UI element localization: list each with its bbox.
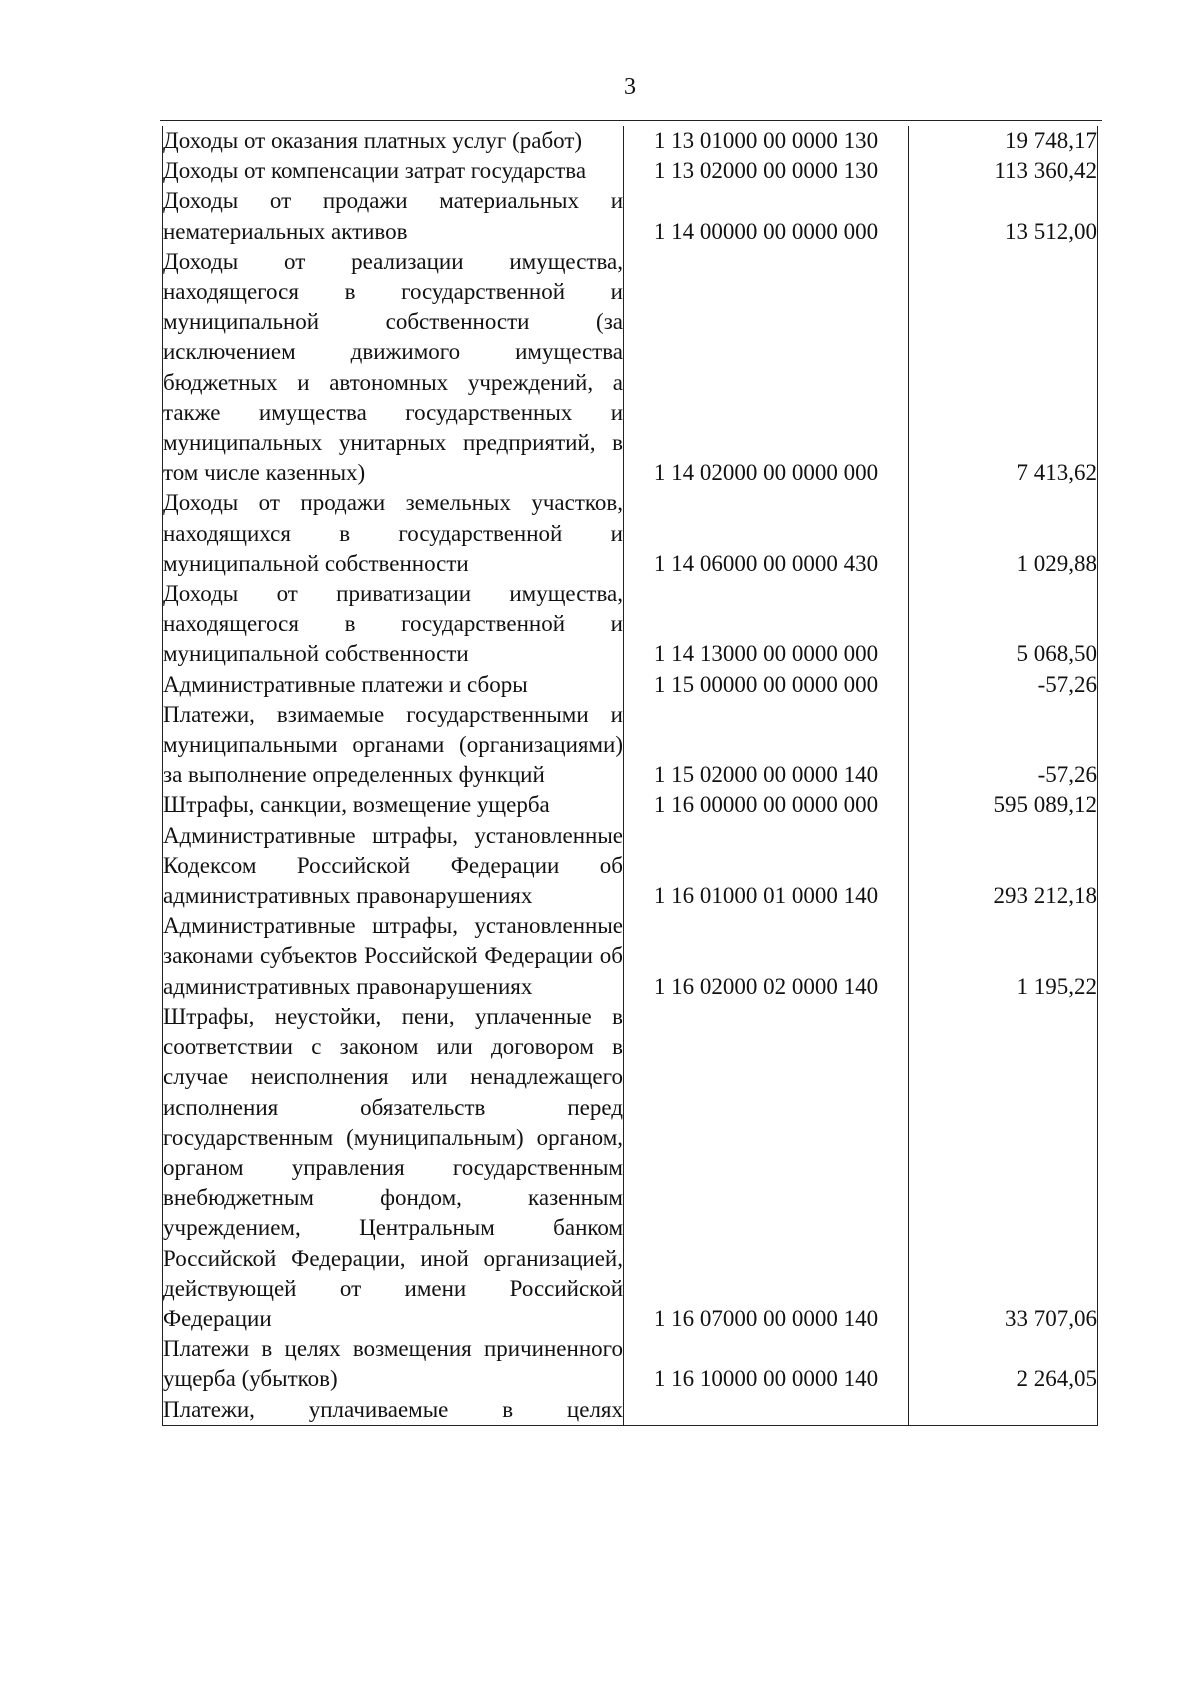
row-amount: 1 029,88 [909, 488, 1098, 579]
row-name: Доходы от приватизации имущества, находящегося в государственной и муниципальной собственности [163, 579, 624, 670]
row-amount: 595 089,12 [909, 790, 1098, 820]
row-code: 1 16 10000 00 0000 140 [624, 1334, 909, 1394]
revenue-table [162, 126, 1098, 1426]
table-row [163, 156, 1098, 186]
table-row [163, 670, 1098, 700]
row-amount: 1 195,22 [909, 911, 1098, 1002]
row-name: Доходы от продажи земельных участков, находящихся в государственной и муниципальной собственности [163, 488, 624, 579]
row-code: 1 13 01000 00 0000 130 [624, 126, 909, 156]
row-code: 1 14 02000 00 0000 000 [624, 247, 909, 489]
table-top-rule [160, 120, 1102, 121]
table-row [163, 1334, 1098, 1394]
row-name: Административные штрафы, установленные законами субъектов Российской Федерации об административных правонарушениях [163, 911, 624, 1002]
row-name: Штрафы, неустойки, пени, уплаченные в соответствии с законом или договором в случае неисполнения или ненадлежащего исполнения обязательств перед государственным (муниципальным) органом, органом управления государственным внебюджетным фондом, казенным учреждением, Центральным банком Российской Федерации, иной организацией, действующей от имени Российской Федерации [163, 1002, 624, 1334]
row-amount: 33 707,06 [909, 1002, 1098, 1334]
table-row [163, 700, 1098, 791]
row-name: Платежи, взимаемые государственными и муниципальными органами (организациями) за выполнение определенных функций [163, 700, 624, 791]
row-name: Административные штрафы, установленные Кодексом Российской Федерации об административных правонарушениях [163, 821, 624, 912]
row-amount: 13 512,00 [909, 186, 1098, 246]
row-code: 1 14 00000 00 0000 000 [624, 186, 909, 246]
row-amount: 113 360,42 [909, 156, 1098, 186]
row-code: 1 14 06000 00 0000 430 [624, 488, 909, 579]
row-amount: 2 264,05 [909, 1334, 1098, 1394]
row-name: Доходы от реализации имущества, находящегося в государственной и муниципальной собственности (за исключением движимого имущества бюджетных и автономных учреждений, а также имущества государственных и муниципальных унитарных предприятий, в том числе казенных) [163, 247, 624, 489]
row-code [624, 1395, 909, 1426]
table-row [163, 488, 1098, 579]
row-amount: -57,26 [909, 700, 1098, 791]
table-row [163, 247, 1098, 489]
table-row [163, 790, 1098, 820]
row-code: 1 16 07000 00 0000 140 [624, 1002, 909, 1334]
row-name: Доходы от оказания платных услуг (работ) [163, 126, 624, 156]
page-number: 3 [624, 74, 636, 100]
row-amount: 293 212,18 [909, 821, 1098, 912]
table-row [163, 911, 1098, 1002]
row-amount: 5 068,50 [909, 579, 1098, 670]
row-code: 1 16 01000 01 0000 140 [624, 821, 909, 912]
row-code: 1 15 00000 00 0000 000 [624, 670, 909, 700]
row-code: 1 16 02000 02 0000 140 [624, 911, 909, 1002]
row-name: Доходы от компенсации затрат государства [163, 156, 624, 186]
row-code: 1 13 02000 00 0000 130 [624, 156, 909, 186]
table-row [163, 1395, 1098, 1426]
row-amount: 19 748,17 [909, 126, 1098, 156]
table-row [163, 1002, 1098, 1334]
row-name: Штрафы, санкции, возмещение ущерба [163, 790, 624, 820]
table-row [163, 821, 1098, 912]
row-code: 1 16 00000 00 0000 000 [624, 790, 909, 820]
row-name: Доходы от продажи материальных и нематериальных активов [163, 186, 624, 246]
table-row [163, 186, 1098, 246]
row-name: Платежи в целях возмещения причиненного ущерба (убытков) [163, 1334, 624, 1394]
row-name: Административные платежи и сборы [163, 670, 624, 700]
row-amount [909, 1395, 1098, 1426]
row-name: Платежи, уплачиваемые в целях [163, 1395, 624, 1426]
row-amount: -57,26 [909, 670, 1098, 700]
table-row [163, 126, 1098, 156]
row-code: 1 14 13000 00 0000 000 [624, 579, 909, 670]
table-row [163, 579, 1098, 670]
row-amount: 7 413,62 [909, 247, 1098, 489]
row-code: 1 15 02000 00 0000 140 [624, 700, 909, 791]
